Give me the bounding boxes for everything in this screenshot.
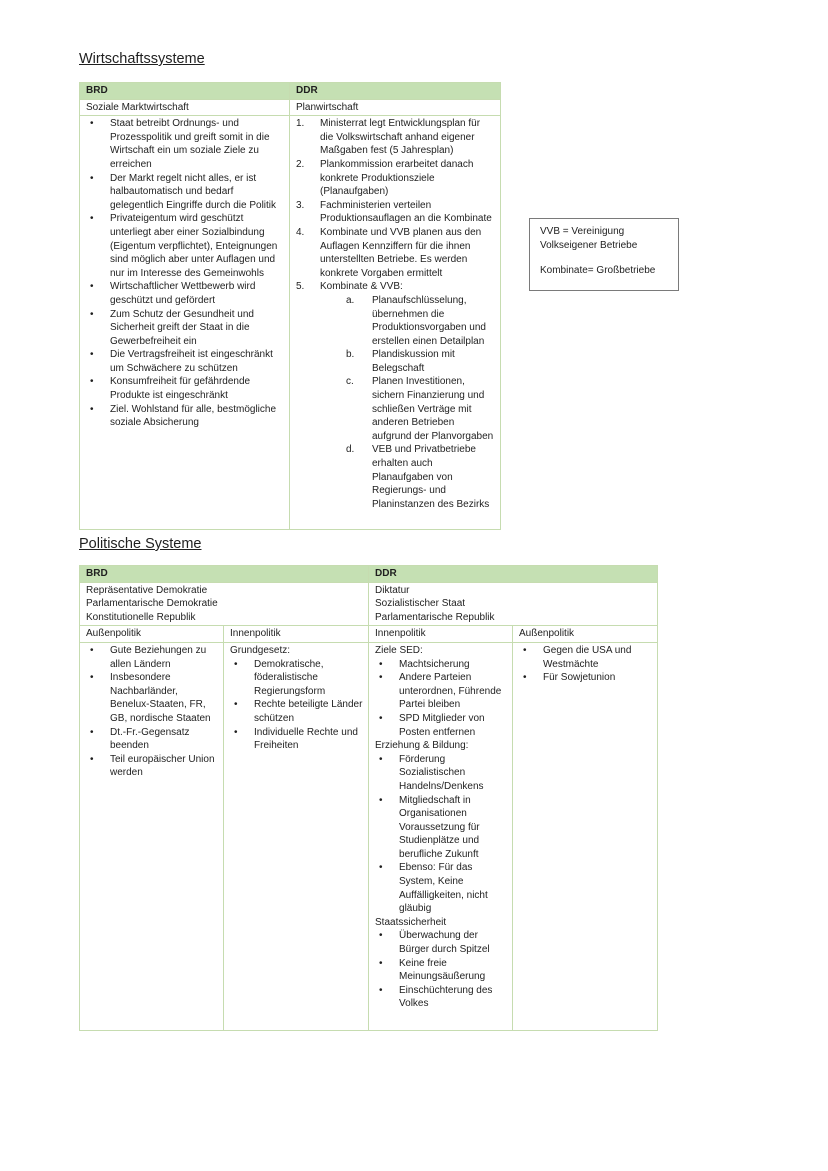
list-item: • Dt.-Fr.-Gegensatz beenden	[84, 726, 219, 753]
list-item: • Rechte beteiligte Länder schützen	[228, 698, 364, 725]
note-line: Volkseigener Betriebe	[540, 239, 638, 251]
list-item: • Privateigentum wird geschützt unterliegt aber einer Sozialbindung (Eigentum verpflichtet), Enteignungen sind möglich aber unter Auflagen und nur im Interesse des Gemeinwohls	[84, 212, 285, 280]
cell-brd-aussenpolitik	[80, 642, 224, 1030]
list-item-text: Fachministerien verteilen Produktionsauflagen an die Kombinate	[320, 199, 492, 225]
list-item	[294, 348, 496, 375]
list-item: • Insbesondere Nachbarländer, Benelux-Staaten, FR, GB, nordische Staaten	[84, 671, 219, 725]
erziehung-label: Erziehung & Bildung:	[375, 740, 469, 752]
list-item: • Gegen die USA und Westmächte	[517, 644, 653, 671]
list-marker: b.	[346, 349, 355, 361]
note-box-vvb	[529, 218, 679, 291]
list-item: • Konsumfreiheit für gefährdende Produkte ist eingeschränkt	[84, 375, 285, 402]
list-brd-wirtschaft	[84, 117, 285, 430]
cell-brd-innenpolitik	[224, 642, 369, 1030]
list-marker: a.	[346, 294, 355, 306]
list-item: • Andere Parteien unterordnen, Führende Partei bleiben	[373, 671, 508, 712]
list-item: • Wirtschaftlicher Wettbewerb wird geschützt und gefördert	[84, 280, 285, 307]
list-item: • SPD Mitglieder von Posten entfernen	[373, 712, 508, 739]
list-ddr-staatssicherheit	[373, 929, 508, 1011]
staatsform-line: Repräsentative Demokratie	[86, 584, 208, 596]
header-ddr: DDR	[369, 566, 658, 583]
list-marker: 4.	[296, 226, 305, 238]
list-item: • Machtsicherung	[373, 658, 508, 672]
heading-wirtschaftssysteme: Wirtschaftssysteme	[79, 51, 205, 67]
list-item: • Gute Beziehungen zu allen Ländern	[84, 644, 219, 671]
list-item-text: Planen Investitionen, sichern Finanzierung und schließen Verträge mit anderen Betrieben aufgrund der Planvorgaben	[372, 376, 494, 442]
list-marker: 5.	[296, 281, 305, 293]
list-ddr-aussenpolitik	[517, 644, 653, 685]
list-ddr-erziehung	[373, 753, 508, 916]
list-item: • Für Sowjetunion	[517, 671, 653, 685]
list-item: • Einschüchterung des Volkes	[373, 984, 508, 1011]
list-item: • Keine freie Meinungsäußerung	[373, 957, 508, 984]
header-ddr: DDR	[290, 83, 501, 100]
label-ddr-aussenpolitik: Außenpolitik	[513, 626, 658, 643]
list-item-text: Plandiskussion mit Belegschaft	[372, 349, 455, 374]
staatssicherheit-label: Staatssicherheit	[375, 916, 447, 928]
list-item: • Ziel. Wohlstand für alle, bestmögliche soziale Absicherung	[84, 403, 285, 430]
ziele-sed-label: Ziele SED:	[375, 644, 423, 656]
subheader-marktwirtschaft: Soziale Marktwirtschaft	[80, 99, 290, 116]
note-line: Kombinate= Großbetriebe	[540, 265, 656, 276]
list-item-text: Planaufschlüsselung, übernehmen die Produktionsvorgaben und erstellen einen Detailplan	[372, 294, 486, 347]
list-item	[294, 375, 496, 443]
list-item	[294, 280, 496, 294]
cell-brd-staatsform	[80, 582, 369, 626]
list-item-text: Kombinate und VVB planen aus den Auflagen Kennziffern für die ihnen unterstellten Betriebe. Es werden konkrete Vorgaben ermittelt	[320, 226, 482, 279]
list-item: • Ebenso: Für das System, Keine Auffälligkeiten, nicht gläubig	[373, 861, 508, 915]
header-brd: BRD	[80, 83, 290, 100]
list-marker: 3.	[296, 199, 305, 211]
cell-ddr-aussenpolitik	[513, 642, 658, 1030]
list-marker: d.	[346, 444, 355, 456]
list-item: • Überwachung der Bürger durch Spitzel	[373, 929, 508, 956]
staatsform-line: Parlamentarische Republik	[375, 611, 495, 623]
label-brd-innenpolitik: Innenpolitik	[224, 626, 369, 643]
cell-brd-wirtschaft	[80, 116, 290, 530]
grundgesetz-label: Grundgesetz:	[230, 644, 291, 656]
list-item: • Die Vertragsfreiheit ist eingeschränkt um Schwächere zu schützen	[84, 348, 285, 375]
staatsform-line: Parlamentarische Demokratie	[86, 598, 218, 610]
staatsform-line: Diktatur	[375, 584, 410, 596]
list-item-text: Ministerrat legt Entwicklungsplan für die Volkswirtschaft anhand eigener Maßgaben fest (5 Jahresplan)	[320, 118, 481, 157]
heading-politische-systeme: Politische Systeme	[79, 536, 202, 552]
list-item: • Staat betreibt Ordnungs- und Prozesspolitik und greift somit in die Wirtschaft ein um soziale Ziele zu erreichen	[84, 117, 285, 171]
list-brd-innenpolitik	[228, 658, 364, 753]
label-ddr-innenpolitik: Innenpolitik	[369, 626, 513, 643]
list-item	[294, 294, 496, 348]
staatsform-line: Konstitutionelle Republik	[86, 611, 196, 623]
list-item: • Der Markt regelt nicht alles, er ist halbautomatisch und bedarf gelegentlich Eingriffe durch die Politik	[84, 172, 285, 213]
label-brd-aussenpolitik: Außenpolitik	[80, 626, 224, 643]
list-item: • Teil europäischer Union werden	[84, 753, 219, 780]
staatsform-line: Sozialistischer Staat	[375, 598, 466, 610]
list-item: • Mitgliedschaft in Organisationen Voraussetzung für Studienplätze und berufliche Zukunft	[373, 794, 508, 862]
cell-ddr-wirtschaft	[290, 116, 501, 530]
table-politische-systeme	[79, 565, 658, 1031]
list-ddr-wirtschaft	[294, 117, 496, 294]
list-item-text: Kombinate & VVB:	[320, 281, 403, 293]
list-item: • Individuelle Rechte und Freiheiten	[228, 726, 364, 753]
subheader-planwirtschaft: Planwirtschaft	[290, 99, 501, 116]
cell-ddr-innenpolitik	[369, 642, 513, 1030]
list-item-text: VEB und Privatbetriebe erhalten auch Planaufgaben von Regierungs- und Planinstanzen des Bezirks	[372, 444, 490, 510]
list-ddr-ziele	[373, 658, 508, 740]
list-item	[294, 443, 496, 511]
table-wirtschaftssysteme	[79, 82, 501, 530]
list-item: • Demokratische, föderalistische Regierungsform	[228, 658, 364, 699]
header-brd: BRD	[80, 566, 369, 583]
list-item: • Förderung Sozialistischen Handelns/Denkens	[373, 753, 508, 794]
list-item-text: Plankommission erarbeitet danach konkrete Produktionsziele (Planaufgaben)	[320, 158, 474, 198]
list-marker: 2.	[296, 158, 305, 170]
list-marker: c.	[346, 376, 354, 388]
list-item	[294, 199, 496, 226]
list-item	[294, 226, 496, 280]
list-item	[294, 158, 496, 199]
list-item	[294, 117, 496, 158]
list-item: • Zum Schutz der Gesundheit und Sicherheit greift der Staat in die Gewerbefreiheit ein	[84, 308, 285, 349]
note-line: VVB = Vereinigung	[540, 226, 625, 237]
cell-ddr-staatsform	[369, 582, 658, 626]
list-marker: 1.	[296, 118, 305, 130]
sublist-ddr-wirtschaft	[294, 294, 496, 512]
list-brd-aussenpolitik	[84, 644, 219, 780]
